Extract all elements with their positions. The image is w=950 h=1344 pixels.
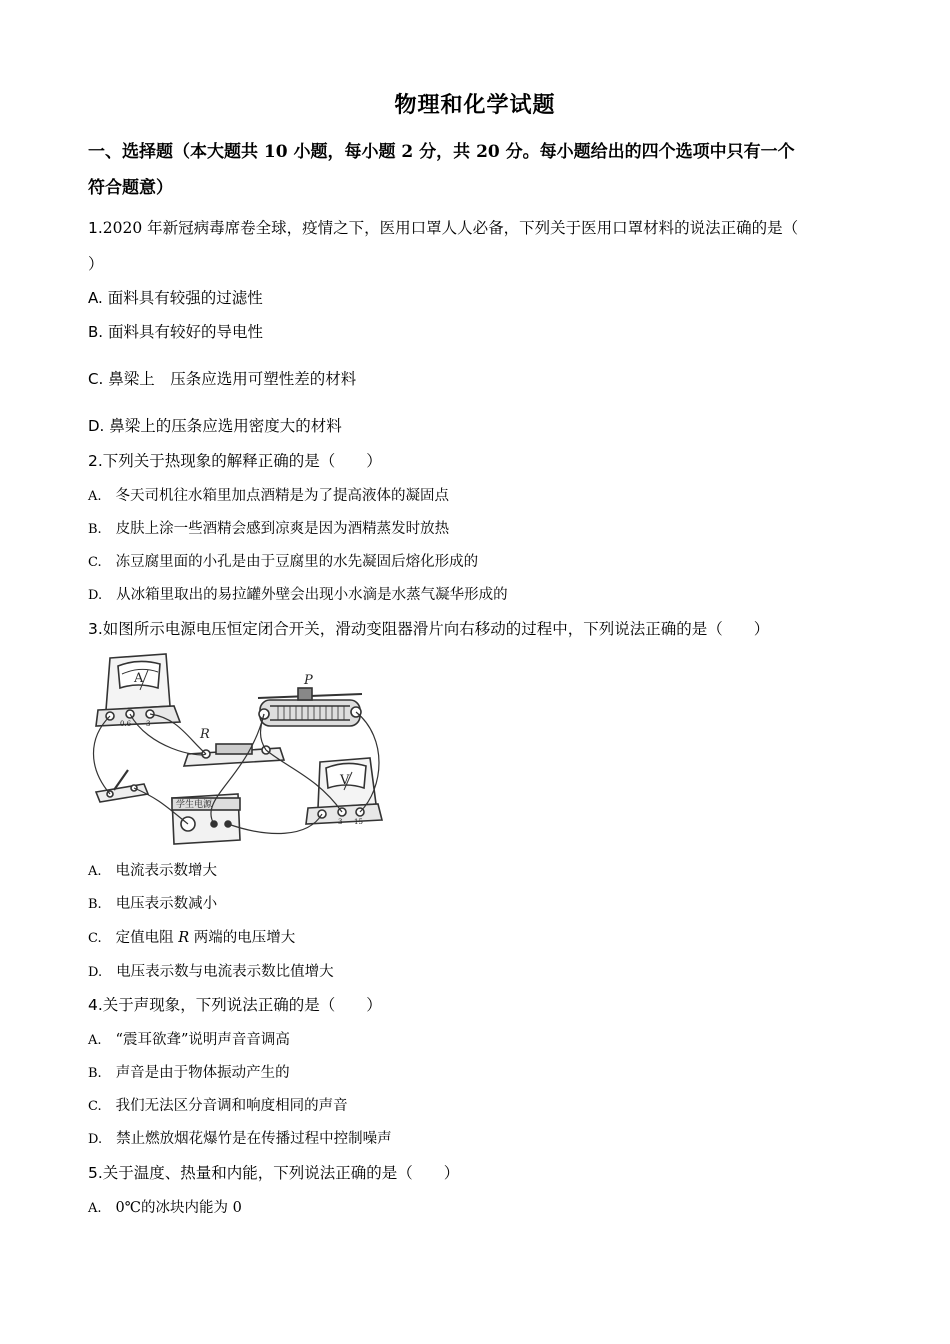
question-2-option-b: B. 皮肤上涂一些酒精会感到凉爽是因为酒精蒸发时放热	[88, 521, 450, 537]
question-5-option-a: A. 0℃的冰块内能为 0	[88, 1200, 242, 1216]
ammeter-label: A	[134, 671, 144, 686]
question-3-option-a: A. 电流表示数增大	[88, 863, 218, 879]
section-heading-line1: 一、选择题（本大题共 10 小题，每小题 2 分，共 20 分。每小题给出的四个选项中只有一个	[88, 142, 795, 162]
power-supply-label: 学生电源	[176, 800, 213, 810]
ammeter-terminal-label: 3	[146, 720, 151, 728]
question-1-stem	[88, 216, 798, 238]
question-1-stem-text: 2020 年新冠病毒席卷全球，疫情之下，医用口罩人人必备，下列关于医用口罩材料的说法正确的是（	[102, 219, 799, 237]
resistor-label: R	[200, 727, 210, 742]
question-1-option-b: B. 面料具有较好的导电性	[88, 323, 264, 341]
slider-label: P	[304, 673, 313, 688]
question-4-option-d: D. 禁止燃放烟花爆竹是在传播过程中控制噪声	[88, 1131, 392, 1147]
question-1-option-c: C. 鼻梁上 压条应选用可塑性差的材料	[88, 370, 357, 388]
ammeter-scale-label: 0.6	[120, 720, 132, 728]
question-3-option-c: C. 定值电阻 R 两端的电压增大	[88, 930, 296, 946]
question-1-option-a: A. 面料具有较强的过滤性	[88, 289, 263, 307]
question-3-stem: 3.如图所示电源电压恒定闭合开关，滑动变阻器滑片向右移动的过程中，下列说法正确的是（ ）	[88, 620, 770, 638]
question-1-option-d: D. 鼻梁上的压条应选用密度大的材料	[88, 417, 342, 435]
question-2-option-c: C. 冻豆腐里面的小孔是由于豆腐里的水先凝固后熔化形成的	[88, 554, 479, 570]
question-1-stem-cont: ）	[88, 255, 104, 273]
voltmeter-label: V	[340, 773, 350, 788]
question-4-option-b: B. 声音是由于物体振动产生的	[88, 1065, 290, 1081]
question-4-stem: 4.关于声现象，下列说法正确的是（ ）	[88, 996, 382, 1014]
question-number: 2.	[88, 452, 103, 470]
voltmeter-terminal-a-label: 3	[338, 818, 343, 826]
question-2-option-a: A. 冬天司机往水箱里加点酒精是为了提高液体的凝固点	[88, 488, 450, 504]
circuit-diagram	[88, 648, 390, 848]
question-3-option-b: B. 电压表示数减小	[88, 896, 218, 912]
question-2-stem: 2.下列关于热现象的解释正确的是（ ）	[88, 452, 382, 470]
question-number: 3.	[88, 620, 103, 638]
question-3-option-d: D. 电压表示数与电流表示数比值增大	[88, 964, 334, 980]
voltmeter-terminal-b-label: 15	[354, 818, 363, 826]
question-2-option-d: D. 从冰箱里取出的易拉罐外壁会出现小水滴是水蒸气凝华形成的	[88, 587, 508, 603]
page-title: 物理和化学试题	[394, 92, 556, 118]
question-number: 4.	[88, 996, 103, 1014]
section-heading	[88, 134, 868, 206]
question-4-option-c: C. 我们无法区分音调和响度相同的声音	[88, 1098, 348, 1114]
rheostat-body	[260, 700, 360, 726]
question-4-option-a: A. “震耳欲聋”说明声音音调高	[88, 1032, 290, 1048]
question-number: 5.	[88, 1164, 103, 1182]
question-number: 1.	[88, 219, 103, 237]
section-heading-line2: 符合题意）	[88, 178, 173, 198]
question-5-stem: 5.关于温度、热量和内能，下列说法正确的是（ ）	[88, 1164, 460, 1182]
